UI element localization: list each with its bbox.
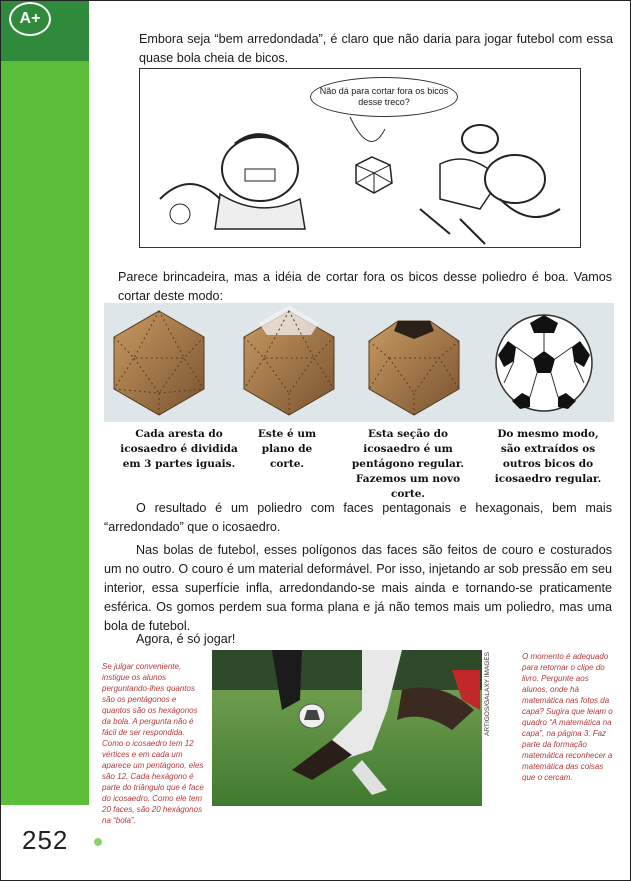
page-number-dot — [94, 838, 102, 846]
polyhedra-illustration — [104, 303, 614, 422]
icosahedron-pentagon-section — [369, 321, 459, 415]
caption-3: Esta seção do icosaedro é um pentágono regular. Fazemos um novo corte. — [351, 428, 465, 500]
play-paragraph: Agora, é só jogar! — [136, 632, 236, 646]
page-number: 252 — [22, 825, 69, 855]
icosahedron-cut-plane — [244, 305, 334, 415]
a-plus-badge: A+ — [9, 2, 51, 36]
speech-balloon: Não dá para cortar fora os bicos desse treco? — [310, 77, 458, 117]
right-teacher-note: O momento é adequado para retornar o clipe do livro. Pergunte aos alunos, onde há matemática nas fotos da capa? Sugira que leiam o quadro “A matemática na capa”, na página 3. Faz parte da formação matemática reconhecer a matemática das coisas que o cercam. — [522, 652, 613, 782]
caption-2: Este é um plano de corte. — [257, 428, 317, 470]
caption-1: Cada aresta do icosaedro é dividida em 3 partes iguais. — [120, 428, 238, 470]
balls-paragraph: Nas bolas de futebol, esses polígonos das faces são feitos de couro e costurados um no outro. O couro é um material deformável. Por isso, injetando ar sob pressão em seu interior, essa superfície infla, arredondando-se mais ainda e tornando-se praticamente esférica. Os gomos perdem sua forma plana e já não temos mais um poliedro, mas uma bola de futebol. — [104, 543, 612, 633]
result-paragraph: O resultado é um poliedro com faces pentagonais e hexagonais, bem mais “arredondado” que o icosaedro. — [104, 501, 612, 534]
icosahedron-divided — [114, 311, 204, 415]
photo-credit: ARTIGOS/GALAXY IMAGES — [484, 652, 491, 736]
comic-drawing — [140, 69, 580, 247]
left-teacher-note: Se julgar conveniente, instigue os alunos perguntando-lhes quantos são os pentágonos e quantos são os hexágonos da bola. A pergunta não é fácil de ser respondida. Como o icosaedro tem 12 vértices e em cada um aparece um pentágono, eles são 12. Cada hexágono é parte do triângulo que é face do icosaedro. Como ele tem 20 faces, são 20 hexágonos na “bola”. — [102, 662, 204, 825]
polyhedra-strip — [104, 303, 614, 422]
soccer-photo — [212, 650, 482, 806]
soccer-photo-illustration — [212, 650, 482, 806]
cut-paragraph: Parece brincadeira, mas a idéia de cortar fora os bicos desse poliedro é boa. Vamos cortar deste modo: — [118, 270, 612, 303]
green-margin-bar — [1, 1, 89, 805]
intro-paragraph: Embora seja “bem arredondada”, é claro que não daria para jogar futebol com essa quase bola cheia de bicos. — [139, 32, 613, 65]
caption-4: Do mesmo modo, são extraídos os outros bicos do icosaedro regular. — [494, 428, 602, 485]
soccer-ball-polyhedron — [496, 315, 592, 411]
comic-panel — [139, 68, 581, 248]
